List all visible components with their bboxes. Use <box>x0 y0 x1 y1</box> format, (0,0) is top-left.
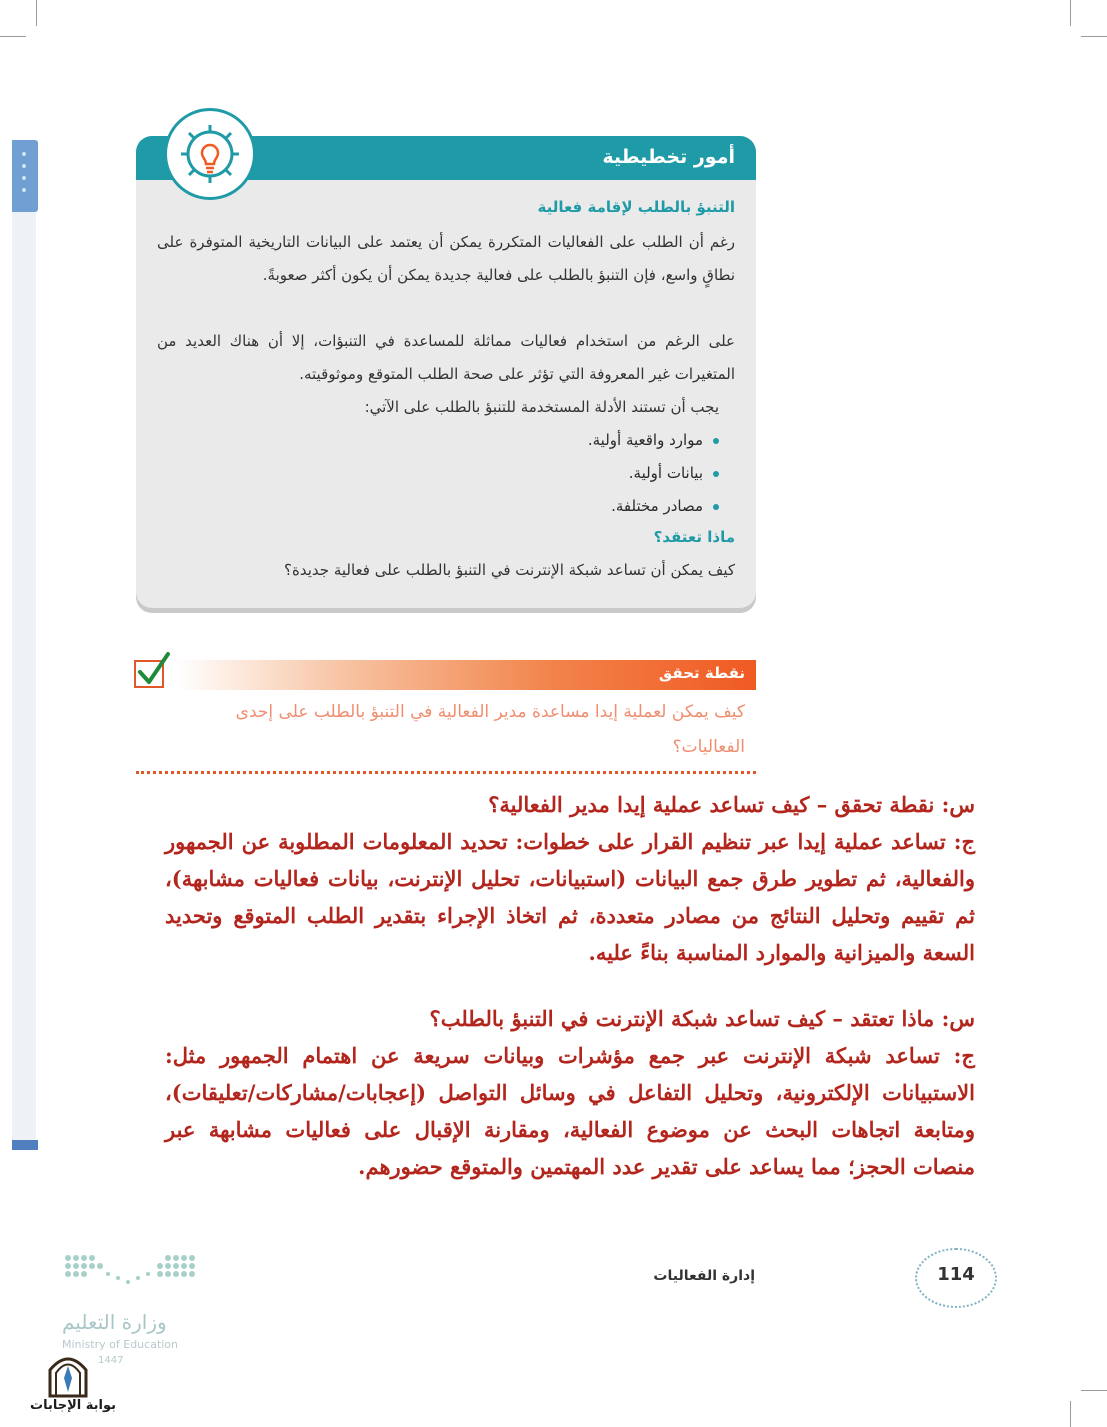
checkpoint-question: كيف يمكن لعملية إيدا مساعدة مدير الفعالية في التنبؤ بالطلب على إحدى الفعاليات؟ <box>235 702 745 757</box>
answer-text: ج: تساعد شبكة الإنترنت عبر جمع مؤشرات وبيانات سريعة عن اهتمام الجمهور مثل: الاستبيانات الإلكترونية، وتحليل التفاعل في وسائل التواصل (إعجابات/مشاركات/تعليقات)، ومتابعة اتجاهات البحث عن موضوع الفعالية، ومقارنة الإقبال على فعاليات مشابهة عبر منصات الحجز؛ مما يساعد على تقدير عدد المهتمين والمتوقع حضورهم. <box>165 1043 975 1179</box>
think-title: ماذا تعتقد؟ <box>653 528 735 546</box>
planning-paragraph-1: رغم أن الطلب على الفعاليات المتكررة يمكن أن يعتمد على البيانات التاريخية المتوفرة على نطاقٍ واسع، فإن التنبؤ بالطلب على فعالية جديدة يمكن أن يكون أكثر صعوبةً. <box>157 233 735 284</box>
crop-mark <box>1081 1390 1107 1391</box>
crop-mark <box>1070 0 1071 26</box>
portal-name: بوابة الإجابات <box>30 1398 116 1413</box>
crop-mark <box>1070 1401 1071 1427</box>
checkpoint-label: نقطة تحقق <box>658 664 745 682</box>
margin-rule <box>12 212 36 1142</box>
crop-mark <box>1081 36 1107 37</box>
think-question: كيف يمكن أن تساعد شبكة الإنترنت في التنبؤ بالطلب على فعالية جديدة؟ <box>284 561 735 579</box>
planning-subtitle: التنبؤ بالطلب لإقامة فعالية <box>537 198 735 216</box>
planning-box-title: أمور تخطيطية <box>602 146 735 168</box>
dotted-divider <box>136 771 756 774</box>
crop-mark <box>0 36 26 37</box>
ministry-year: 1447 <box>98 1355 124 1366</box>
ministry-logo-dots-icon <box>62 1252 202 1292</box>
crop-mark <box>36 0 37 26</box>
question-line: س: نقطة تحقق – كيف تساعد عملية إيدا مدير الفعالية؟ <box>488 792 975 817</box>
bullet-item: بيانات أولية. <box>319 457 719 490</box>
bullet-item: موارد واقعية أولية. <box>319 424 719 457</box>
checkmark-icon <box>134 660 164 688</box>
margin-foot <box>12 1140 38 1150</box>
planning-paragraph-2: على الرغم من استخدام فعاليات مماثلة للمساعدة في التنبؤات، إلا أن هناك العديد من المتغيرات غير المعروفة التي تؤثر على صحة الطلب المتوقع وموثوقيته. <box>157 332 735 383</box>
margin-tab <box>12 140 38 212</box>
bullet-item: مصادر مختلفة. <box>319 490 719 523</box>
book-title: إدارة الفعاليات <box>653 1268 755 1284</box>
question-line: س: ماذا تعتقد – كيف تساعد شبكة الإنترنت في التنبؤ بالطلب؟ <box>429 1006 975 1031</box>
answer-text: ج: تساعد عملية إيدا عبر تنظيم القرار على خطوات: تحديد المعلومات المطلوبة عن الجمهور والفعالية، ثم تطوير طرق جمع البيانات (استبيانات، تحليل الإنترنت، بيانات فعاليات مشابهة)، ثم تقييم وتحليل النتائج من مصادر متعددة، ثم اتخاذ الإجراء بتقدير الطلب المتوقع وتحديد السعة والميزانية والموارد المناسبة بناءً عليه. <box>165 829 975 965</box>
gear-lightbulb-icon <box>164 108 256 200</box>
planning-bullet-list <box>319 424 719 523</box>
page-number: 114 <box>937 1264 975 1285</box>
answer-block-2 <box>165 1000 975 1185</box>
planning-paragraph-3: يجب أن تستند الأدلة المستخدمة للتنبؤ بالطلب على الآتي: <box>364 398 719 416</box>
answer-block-1 <box>165 786 975 971</box>
ministry-name-arabic: وزارة التعليم <box>62 1310 167 1334</box>
ministry-name-english: Ministry of Education <box>62 1338 179 1351</box>
portal-logo-icon <box>46 1348 90 1398</box>
